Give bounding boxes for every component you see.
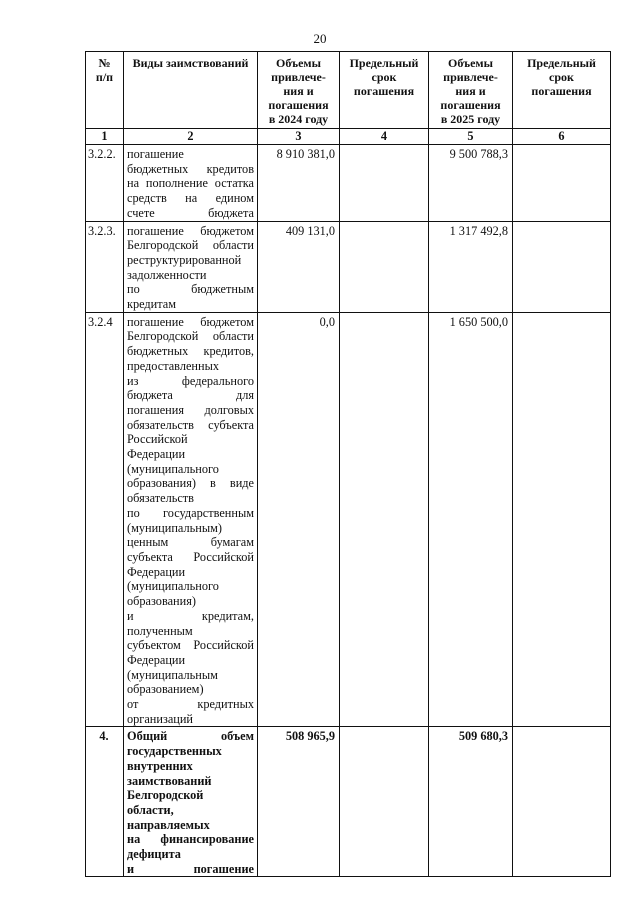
value-2024: 508 965,9 xyxy=(258,727,340,877)
value-2025: 509 680,3 xyxy=(429,727,513,877)
header-cell: Объемы привлече- ния и погашения в 2025 году xyxy=(429,52,513,129)
description-line: субъектом Российской xyxy=(127,638,254,653)
description-line: полученным xyxy=(127,623,193,638)
header-cell: Предельный срок погашения xyxy=(513,52,611,129)
description-line: Федерации xyxy=(127,447,186,462)
header-cell: Предельный срок погашения xyxy=(340,52,429,129)
description-line: государственных xyxy=(127,744,222,759)
term-2025 xyxy=(513,727,611,877)
header-cell: № п/п xyxy=(86,52,124,129)
table-header-row xyxy=(86,52,611,129)
borrowings-table xyxy=(85,51,611,877)
page-number: 20 xyxy=(313,31,327,46)
row-description xyxy=(124,312,258,727)
row-description xyxy=(124,221,258,312)
description-line: погашение xyxy=(127,147,184,161)
term-2024 xyxy=(340,727,429,877)
description-line: от кредитных xyxy=(127,697,254,712)
description-line: предоставленных xyxy=(127,358,219,373)
column-number: 2 xyxy=(124,129,258,145)
description-line: (муниципальным xyxy=(127,667,218,682)
description-line: Федерации xyxy=(127,564,186,579)
description-line: субъекта Российской xyxy=(127,549,254,564)
column-number: 1 xyxy=(86,129,124,145)
column-number-row xyxy=(86,129,611,145)
row-number: 3.2.2. xyxy=(86,145,124,222)
description-line: счете бюджета xyxy=(127,205,254,220)
description-line: и погашение xyxy=(127,861,254,876)
description-line: и кредитам, xyxy=(127,608,254,623)
description-line: образования) xyxy=(127,594,196,609)
description-line: заимствований xyxy=(127,773,212,788)
description-line: задолженности xyxy=(127,267,207,282)
term-2025 xyxy=(513,145,611,222)
description-line: (муниципальным) xyxy=(127,520,222,535)
description-line: области, xyxy=(127,802,174,817)
description-line: Общий объем xyxy=(127,729,254,744)
description-line: погашение бюджетом xyxy=(127,314,254,329)
table-row xyxy=(86,145,611,222)
row-number: 3.2.3. xyxy=(86,221,124,312)
description-line: обязательств субъекта xyxy=(127,417,254,432)
term-2024 xyxy=(340,145,429,222)
description-line: внутренних xyxy=(127,758,193,773)
column-number: 4 xyxy=(340,129,429,145)
row-number: 3.2.4 xyxy=(86,312,124,727)
description-line: дефицита xyxy=(127,847,181,862)
description-line: по государственным xyxy=(127,505,254,520)
header-cell: Виды заимствований xyxy=(124,52,258,129)
term-2024 xyxy=(340,221,429,312)
description-line: по бюджетным xyxy=(127,282,254,297)
description-line: обязательств xyxy=(127,491,194,506)
description-line: образования) в виде xyxy=(127,476,254,491)
description-line: Белгородской xyxy=(127,788,204,803)
description-line: Белгородской области xyxy=(127,329,254,344)
value-2025: 1 317 492,8 xyxy=(429,221,513,312)
column-number: 5 xyxy=(429,129,513,145)
table-body xyxy=(86,145,611,877)
description-line: на пополнение остатка xyxy=(127,176,254,191)
description-line: ценным бумагам xyxy=(127,535,254,550)
description-line: (муниципального xyxy=(127,579,219,594)
description-line: погашение бюджетом xyxy=(127,223,254,238)
value-2024: 8 910 381,0 xyxy=(258,145,340,222)
term-2025 xyxy=(513,312,611,727)
description-line: из федерального xyxy=(127,373,254,388)
column-number: 6 xyxy=(513,129,611,145)
description-line: средств на едином xyxy=(127,191,254,206)
column-number: 3 xyxy=(258,129,340,145)
table-row xyxy=(86,221,611,312)
description-line: бюджетных кредитов xyxy=(127,161,254,176)
description-line: реструктурированной xyxy=(127,252,242,267)
description-line: бюджетных кредитов, xyxy=(127,344,254,359)
term-2025 xyxy=(513,221,611,312)
value-2024: 409 131,0 xyxy=(258,221,340,312)
value-2025: 9 500 788,3 xyxy=(429,145,513,222)
description-line: на финансирование xyxy=(127,832,254,847)
description-line: погашения долговых xyxy=(127,402,254,417)
description-line: направляемых xyxy=(127,817,210,832)
term-2024 xyxy=(340,312,429,727)
table-row xyxy=(86,312,611,727)
value-2025: 1 650 500,0 xyxy=(429,312,513,727)
value-2024: 0,0 xyxy=(258,312,340,727)
description-line: бюджета для xyxy=(127,388,254,403)
row-description xyxy=(124,145,258,222)
row-number: 4. xyxy=(86,727,124,877)
table-row xyxy=(86,727,611,877)
description-line: образованием) xyxy=(127,682,204,697)
description-line: Федерации xyxy=(127,652,186,667)
description-line: Российской xyxy=(127,432,188,447)
header-cell: Объемы привлече- ния и погашения в 2024 году xyxy=(258,52,340,129)
description-line: кредитам xyxy=(127,297,177,312)
description-line: организаций xyxy=(127,711,194,726)
row-description xyxy=(124,727,258,877)
description-line: (муниципального xyxy=(127,461,219,476)
description-line: Белгородской области xyxy=(127,238,254,253)
